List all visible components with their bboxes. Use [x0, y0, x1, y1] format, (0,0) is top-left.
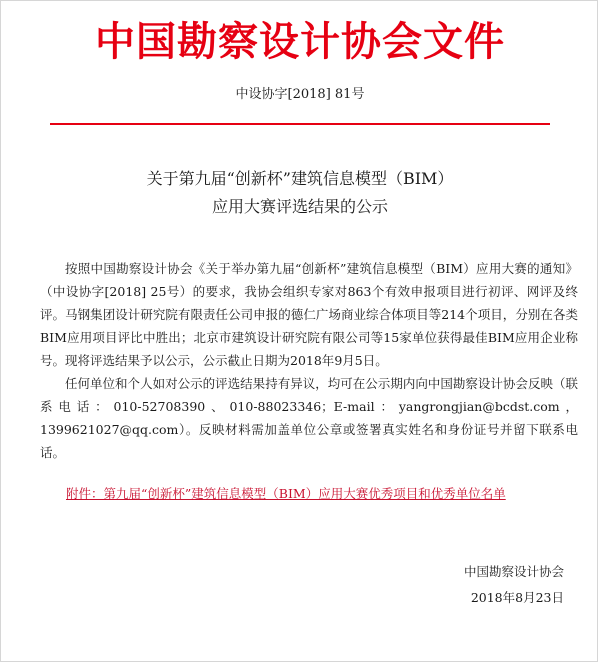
body-paragraph-2: 任何单位和个人如对公示的评选结果持有异议，均可在公示期内向中国勘察设计协会反映（联系电话：010-52708390、010-88023346；E-mail：yangrongjian@bcdst.com，1399621027@qq.com）。反映材料需加盖单位公章或签署真实姓名和身份证号并留下联系电话。: [40, 376, 578, 460]
notice-title-line2: 应用大赛评选结果的公示: [211, 197, 388, 216]
notice-body: [40, 257, 578, 464]
body-paragraph-1: 按照中国勘察设计协会《关于举办第九届“创新杯”建筑信息模型（BIM）应用大赛的通知》（中设协字[2018] 25号）的要求，我协会组织专家对863个有效申报项目进行初评、网评及终评。马钢集团设计研究院有限责任公司申报的德仁广场商业综合体项目等214个项目，分别在各类BIM应用项目评比中胜出；北京市建筑设计研究院有限公司等15家单位获得最佳BIM应用企业称号。现将评选结果予以公示，公示截止日期为2018年9月5日。: [40, 261, 578, 368]
attachment-link[interactable]: 附件：第九届“创新杯”建筑信息模型（BIM）应用大赛优秀项目和优秀单位名单: [66, 486, 506, 501]
notice-title: [0, 165, 600, 221]
signoff-block: [464, 559, 564, 611]
masthead-title: 中国勘察设计协会文件: [95, 18, 505, 65]
signoff-organization: 中国勘察设计协会: [463, 564, 564, 579]
signoff-date: 2018年8月23日: [470, 590, 564, 605]
notice-title-line1: 关于第九届“创新杯”建筑信息模型（BIM）: [146, 169, 454, 188]
document-number: 中设协字[2018] 81号: [235, 87, 365, 102]
red-divider: [50, 123, 550, 125]
